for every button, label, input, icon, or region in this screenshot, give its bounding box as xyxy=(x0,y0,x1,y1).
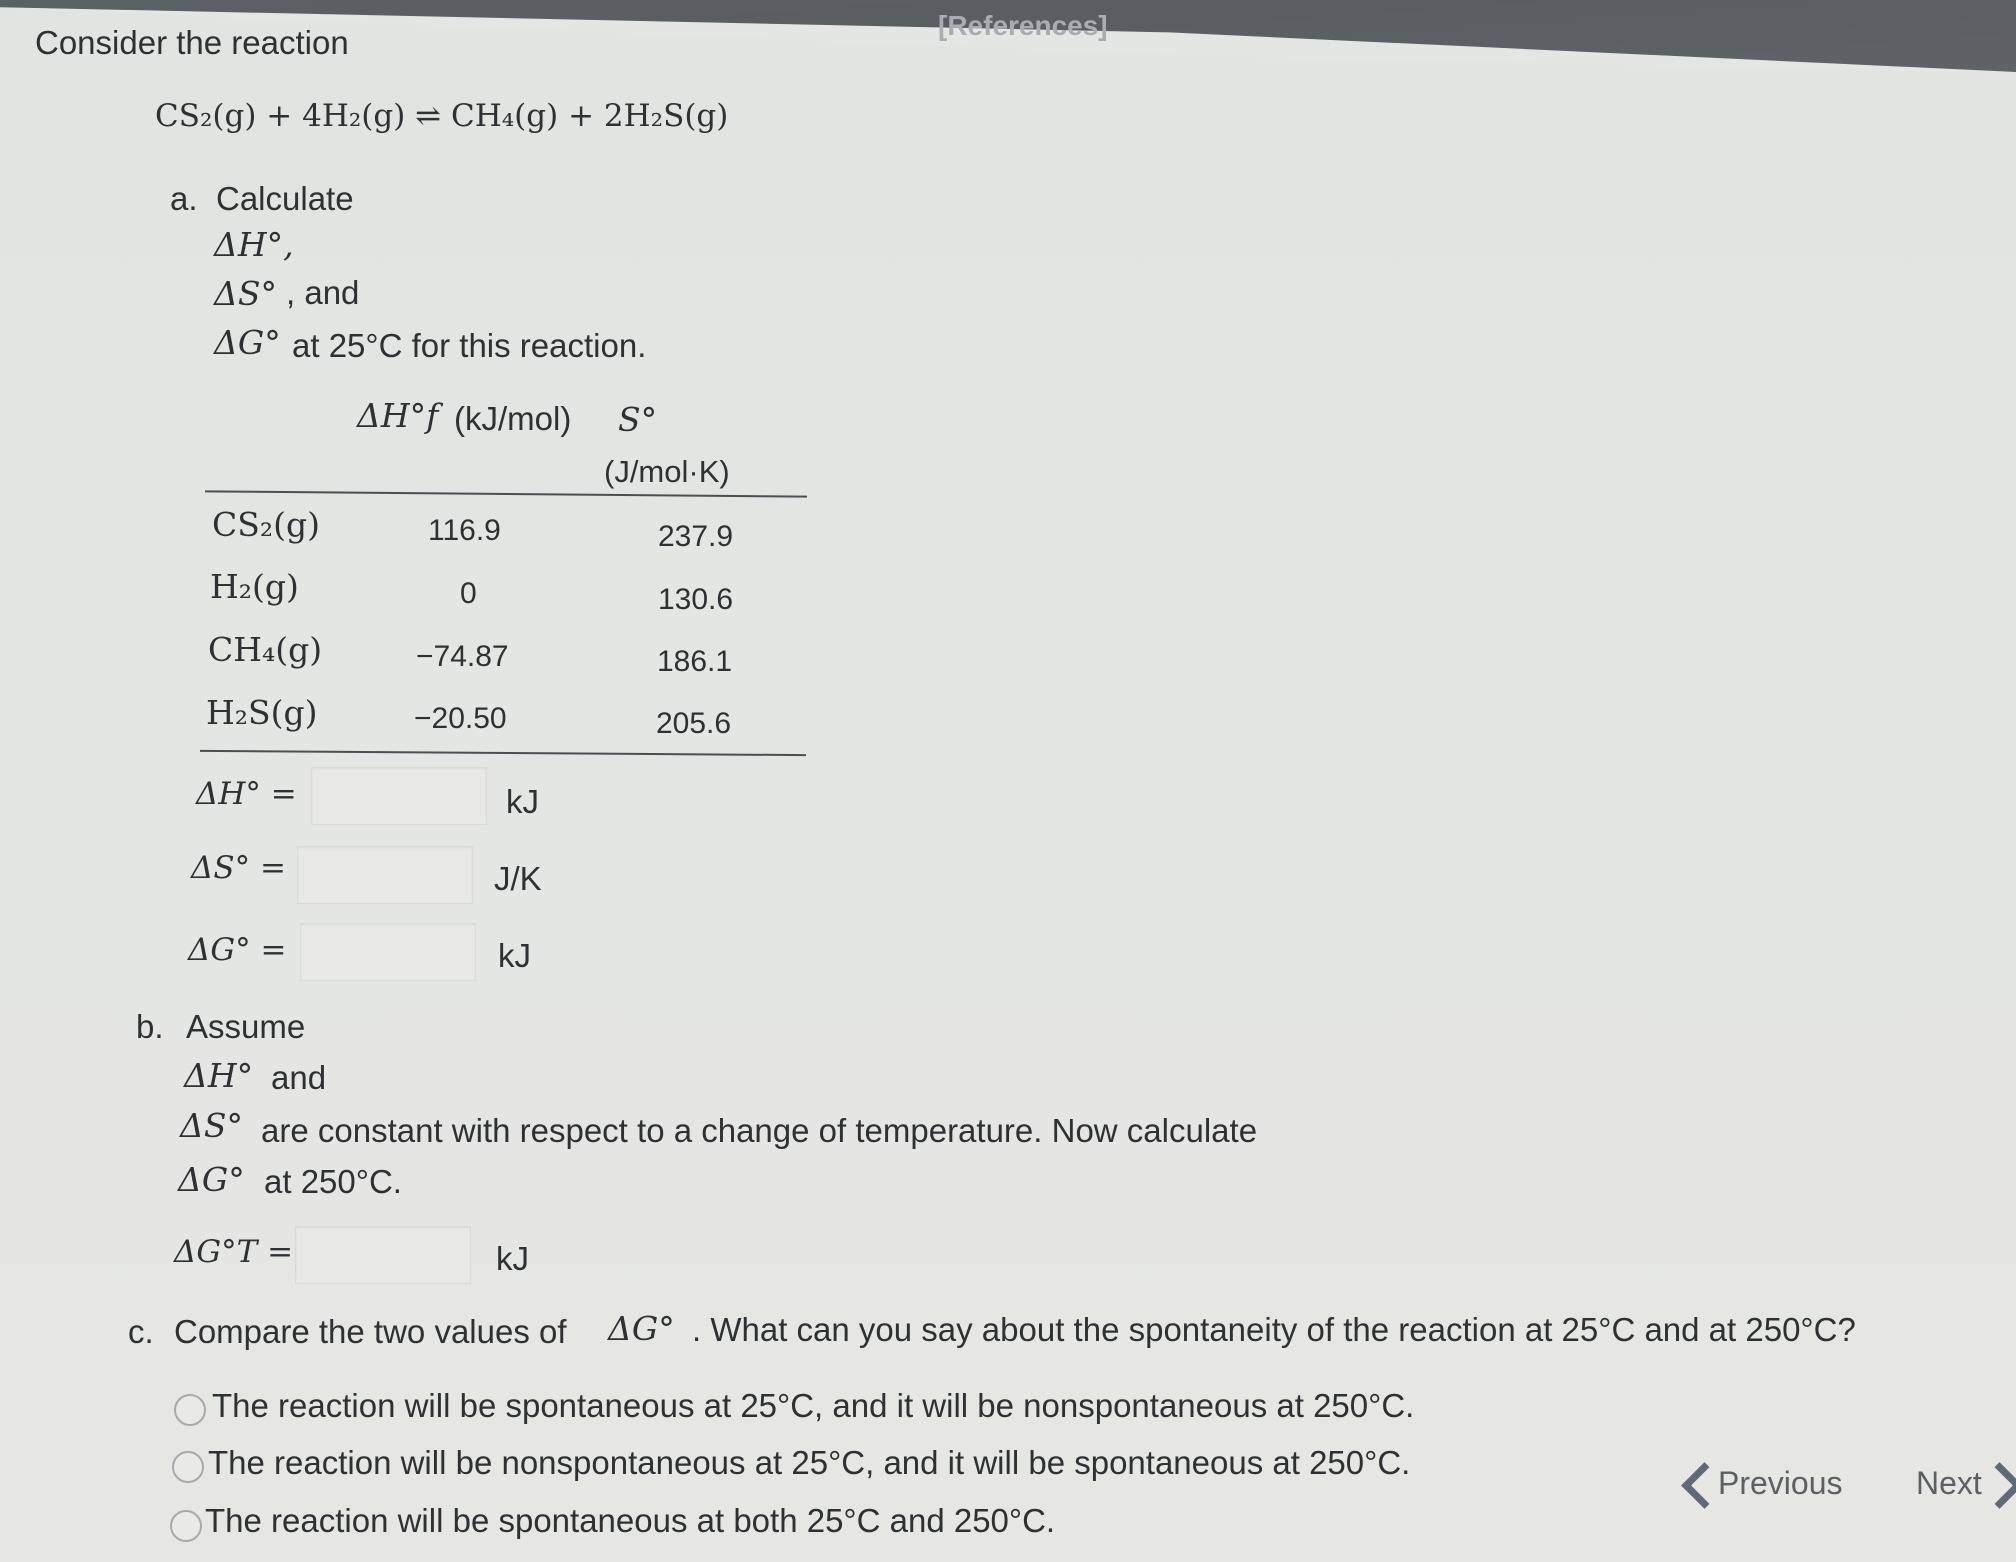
delta-h-answer-label: ΔH° = xyxy=(196,776,297,812)
delta-s-symbol: ΔS° xyxy=(214,274,277,313)
part-c-delta-g: ΔG° xyxy=(608,1309,675,1348)
part-c-question-prefix: Compare the two values of xyxy=(174,1313,567,1350)
previous-button[interactable]: Previous xyxy=(1718,1465,1843,1501)
part-b-and: and xyxy=(271,1059,327,1096)
delta-gt-unit: kJ xyxy=(496,1240,529,1277)
table-row-s: 205.6 xyxy=(656,707,732,740)
delta-h-unit: kJ xyxy=(506,783,539,820)
table-row-dhf: −74.87 xyxy=(416,640,509,673)
delta-g-symbol: ΔG° xyxy=(214,323,281,362)
intro-text: Consider the reaction xyxy=(35,24,349,61)
next-button[interactable]: Next xyxy=(1916,1465,1982,1501)
table-row-species: H₂(g) xyxy=(210,567,299,606)
references-link[interactable]: [References] xyxy=(938,10,1108,41)
part-b-delta-h: ΔH° xyxy=(184,1056,254,1095)
delta-s-unit: J/K xyxy=(494,860,542,897)
table-row-species: H₂S(g) xyxy=(206,693,318,732)
part-a-marker: a. xyxy=(170,180,198,217)
delta-s-suffix: , and xyxy=(286,274,360,311)
delta-g-suffix: at 25°C for this reaction. xyxy=(292,327,647,364)
part-b-delta-s: ΔS° xyxy=(180,1106,243,1145)
part-b-constant-text: are constant with respect to a change of temperature. Now calculate xyxy=(261,1112,1258,1149)
delta-s-answer-label: ΔS° = xyxy=(191,850,286,886)
delta-h-line: ΔH°, xyxy=(214,225,294,264)
spontaneity-option-label[interactable]: The reaction will be spontaneous at both 25°C and 250°C. xyxy=(205,1502,1056,1539)
table-row-species: CS₂(g) xyxy=(212,505,320,544)
delta-s-input[interactable] xyxy=(297,846,473,904)
table-header-s-symbol: S° xyxy=(618,400,658,439)
part-b-temperature: at 250°C. xyxy=(264,1163,402,1200)
table-header-dhf-symbol: ΔH°f xyxy=(357,396,439,435)
table-row-s: 237.9 xyxy=(658,520,734,553)
delta-h-input[interactable] xyxy=(311,767,487,825)
table-row-s: 130.6 xyxy=(658,583,734,616)
table-header-s-unit: (J/mol·K) xyxy=(604,454,730,489)
part-c-question-suffix: . What can you say about the spontaneity of the reaction at 25°C and at 250°C? xyxy=(692,1311,1856,1348)
delta-gt-input[interactable] xyxy=(295,1226,471,1284)
table-row-dhf: 116.9 xyxy=(428,514,501,547)
table-row-dhf: 0 xyxy=(460,577,477,610)
spontaneity-option-radio[interactable] xyxy=(172,1451,204,1483)
delta-g-input[interactable] xyxy=(300,923,476,981)
part-b-delta-g: ΔG° xyxy=(178,1160,245,1199)
reaction-equation: CS₂(g) + 4H₂(g) ⇌ CH₄(g) + 2H₂S(g) xyxy=(155,98,729,134)
table-header-dhf-unit: (kJ/mol) xyxy=(454,400,572,437)
part-b-assume: Assume xyxy=(186,1008,306,1045)
part-b-marker: b. xyxy=(136,1008,164,1045)
spontaneity-option-label[interactable]: The reaction will be nonspontaneous at 25°C, and it will be spontaneous at 250°C. xyxy=(208,1444,1411,1481)
spontaneity-option-label[interactable]: The reaction will be spontaneous at 25°C, and it will be nonspontaneous at 250°C. xyxy=(212,1387,1415,1424)
delta-gt-answer-label: ΔG°T = xyxy=(174,1234,294,1270)
table-row-s: 186.1 xyxy=(657,645,733,678)
part-c-marker: c. xyxy=(128,1313,154,1350)
part-a-calculate: Calculate xyxy=(216,180,354,217)
table-row-dhf: −20.50 xyxy=(414,702,507,735)
delta-g-answer-label: ΔG° = xyxy=(188,932,287,968)
table-row-species: CH₄(g) xyxy=(208,630,323,669)
spontaneity-option-radio[interactable] xyxy=(174,1394,206,1426)
spontaneity-option-radio[interactable] xyxy=(170,1510,202,1542)
delta-g-unit: kJ xyxy=(498,937,531,974)
